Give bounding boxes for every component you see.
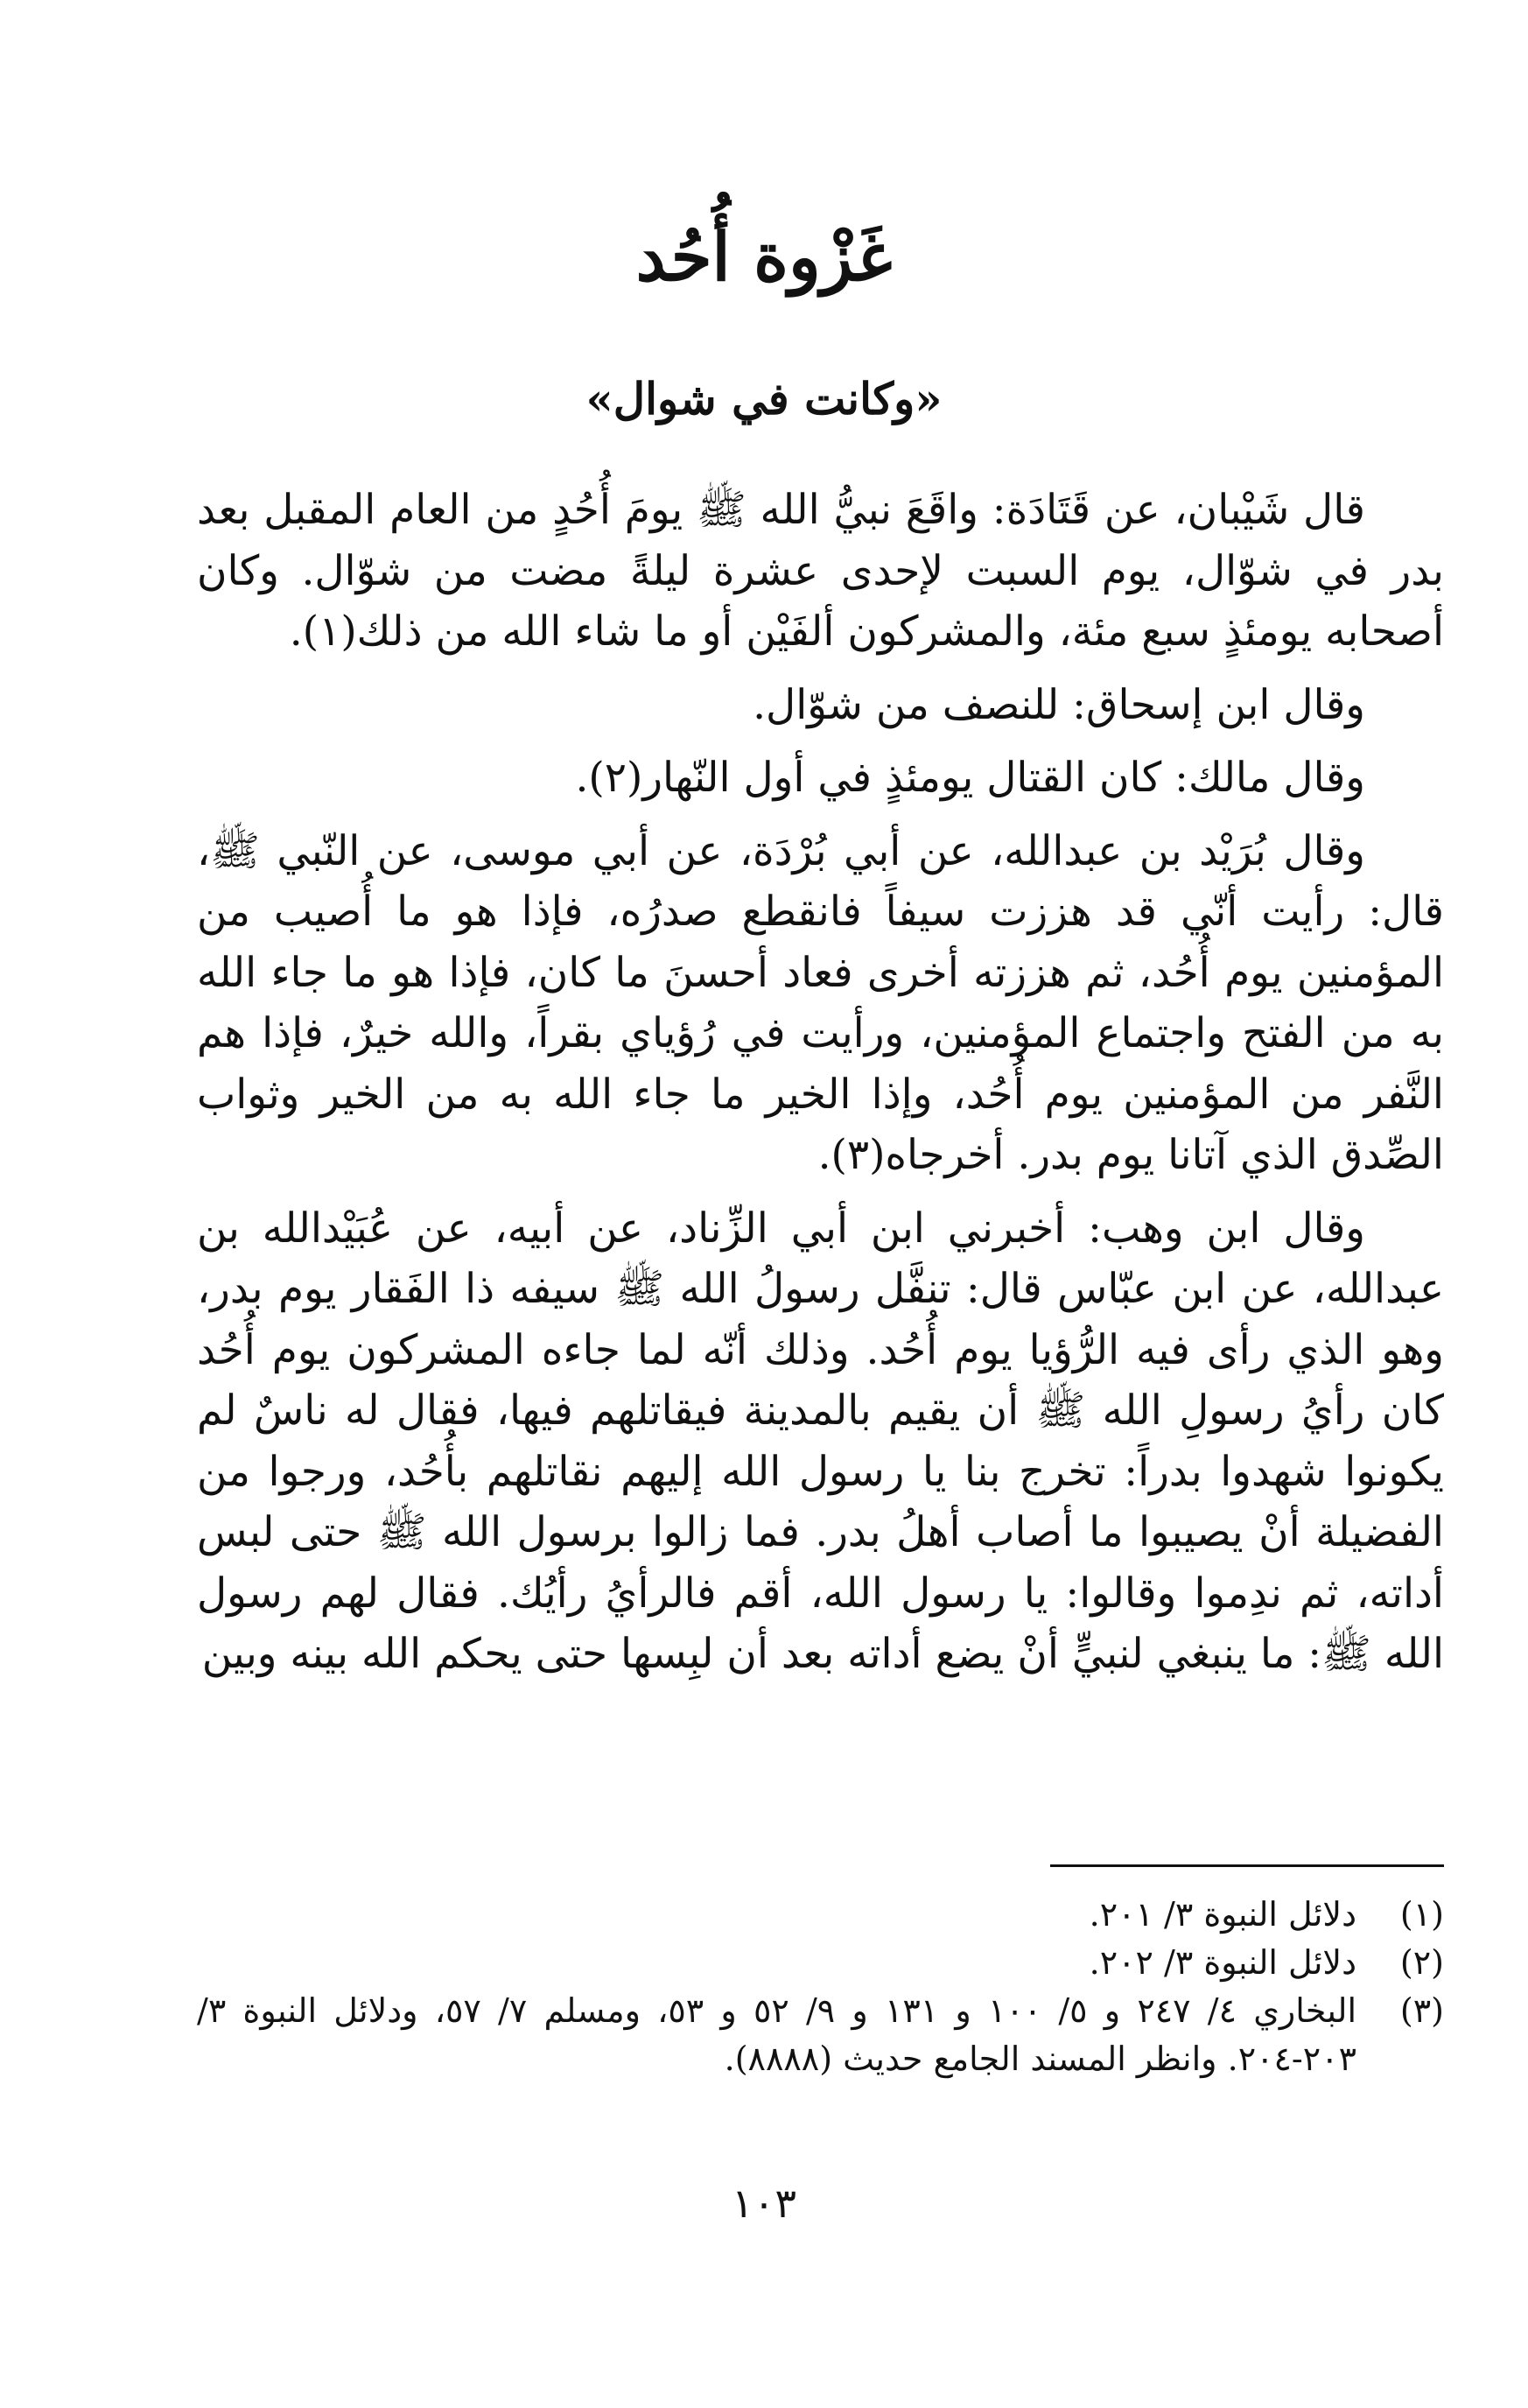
footnote <box>197 1891 1444 1939</box>
footnote-divider <box>1050 1864 1444 1867</box>
footnote-text: دلائل النبوة ٣/ ٢٠٢. <box>1089 1943 1356 1982</box>
paragraph: قال شَيْبان، عن قَتَادَة: واقَعَ نبيُّ الله ﷺ يومَ أُحُدٍ من العام المقبل بعد بدر في شوّال، يوم السبت لإحدى عشرة ليلةً مضت من شوّال. وكان أصحابه يومئذٍ سبع مئة، والمشركون ألفَيْن أو ما شاء الله من ذلك(١). <box>197 486 1444 656</box>
page-number: ١٠٣ <box>731 2180 797 2227</box>
chapter-subtitle: «وكانت في شوال» <box>585 373 943 425</box>
paragraph: وقال بُرَيْد بن عبدالله، عن أبي بُرْدَة، عن أبي موسى، عن النّبي ﷺ، قال: رأيت أنّي قد هززت سيفاً فانقطع صدرُه، فإذا هو ما أُصيب من المؤمنين يوم أُحُد، ثم هززته أخرى فعاد أحسنَ ما كان، فإذا هو ما جاء الله به من الفتح واجتماع المؤمنين، ورأيت في رُؤياي بقراً، والله خيرٌ، فإذا هم النَّفر من المؤمنين يوم أُحُد، وإذا الخير ما جاء الله به من الخير وثواب الصِّدق الذي آتانا يوم بدر. أخرجاه(٣). <box>197 826 1444 1179</box>
footnote-text: البخاري ٤/ ٢٤٧ و ٥/ ١٠٠ و ١٣١ و ٩/ ٥٢ و ٥٣، ومسلم ٧/ ٥٧، ودلائل النبوة ٣/ ٢٠٣-٢٠٤. وانظر المسند الجامع حديث (٨٨٨٨). <box>197 1991 1356 2078</box>
footnote <box>197 1939 1444 1987</box>
footnote-number: (١) <box>1399 1895 1444 1934</box>
footnote <box>197 1987 1444 2083</box>
chapter-title: غَزْوة أُحُد <box>635 218 893 296</box>
footnote-number: (٢) <box>1399 1943 1444 1982</box>
paragraph: وقال ابن إسحاق: للنصف من شوّال. <box>753 680 1365 729</box>
footnotes <box>197 1891 1444 2083</box>
footnote-number: (٣) <box>1399 1991 1444 2030</box>
paragraph: وقال ابن وهب: أخبرني ابن أبي الزِّناد، عن أبيه، عن عُبَيْدالله بن عبدالله، عن ابن عبّاس قال: تنفَّل رسولُ الله ﷺ سيفه ذا الفَقار يوم بدر، وهو الذي رأى فيه الرُّؤيا يوم أُحُد. وذلك أنّه لما جاءه المشركون يوم أُحُد كان رأيُ رسولِ الله ﷺ أن يقيم بالمدينة فيقاتلهم فيها، فقال له ناسٌ لم يكونوا شهدوا بدراً: تخرج بنا يا رسول الله إليهم نقاتلهم بأُحُد، ورجوا من الفضيلة أنْ يصيبوا ما أصاب أهلُ بدر. فما زالوا برسول الله ﷺ حتى لبس أداته، ثم ندِموا وقالوا: يا رسول الله، أقم فالرأيُ رأيُك. فقال لهم رسول الله ﷺ: ما ينبغي لنبيٍّ أنْ يضع أداته بعد أن لبِسها حتى يحكم الله بينه وبين <box>197 1204 1444 1678</box>
main-text <box>197 480 1444 1685</box>
paragraph: وقال مالك: كان القتال يومئذٍ في أول النّهار(٢). <box>575 754 1365 802</box>
footnote-text: دلائل النبوة ٣/ ٢٠١. <box>1089 1895 1356 1934</box>
